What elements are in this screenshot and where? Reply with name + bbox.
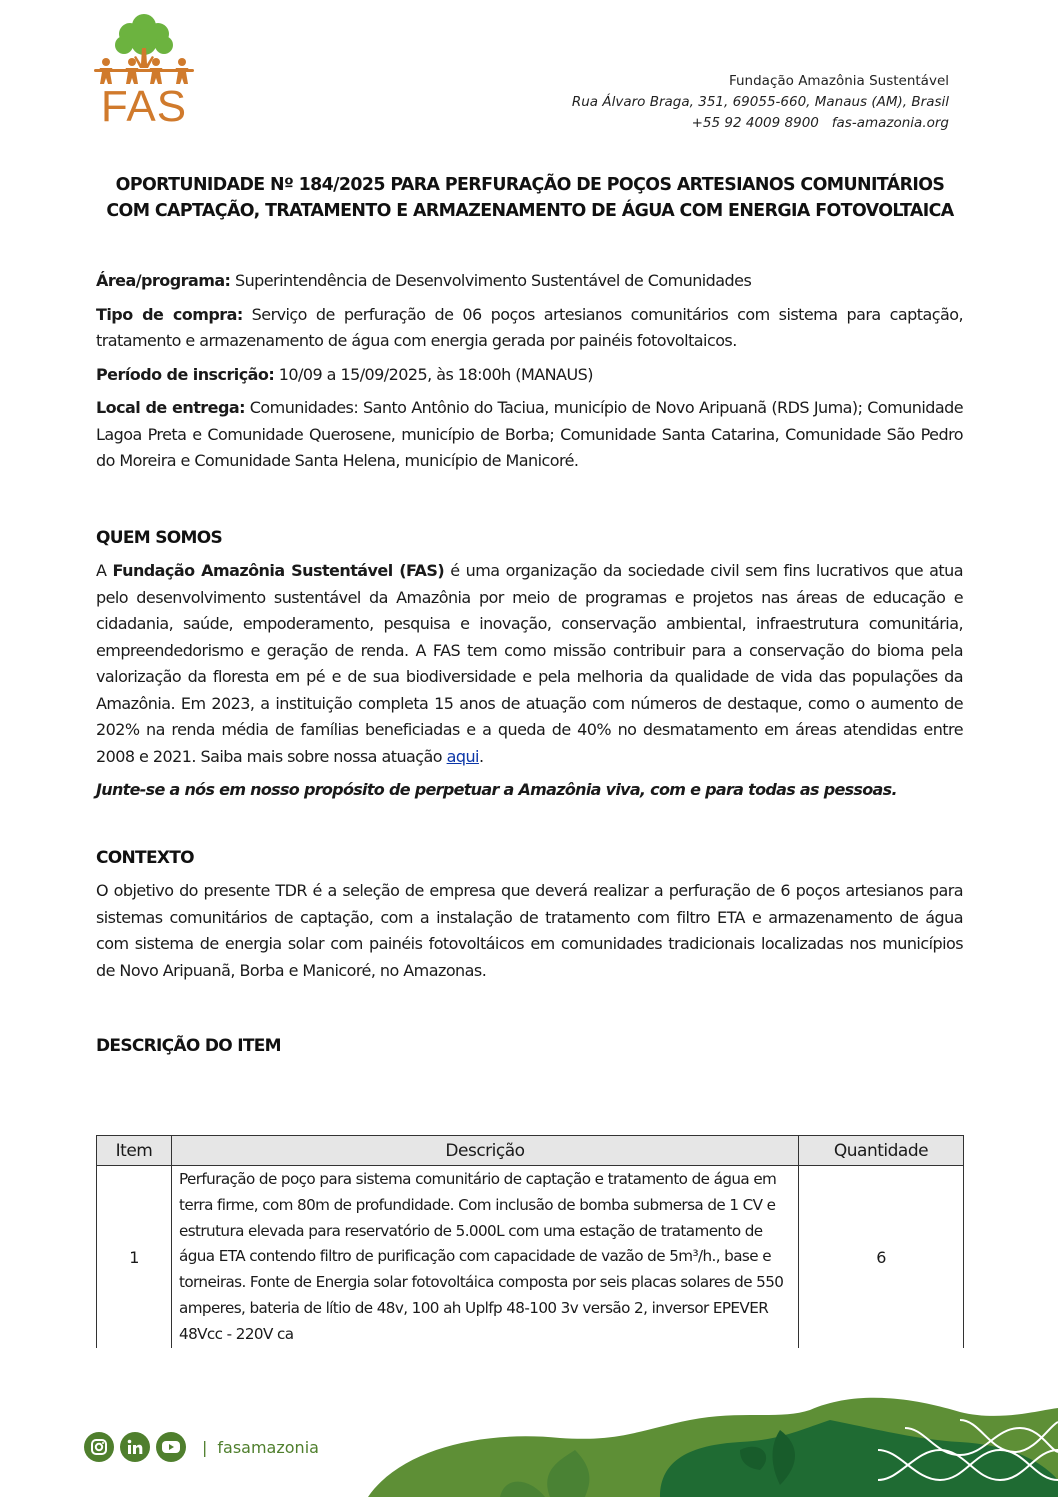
field-periodo	[96, 362, 963, 389]
header-contact-info	[572, 71, 949, 134]
cell-descricao: Perfuração de poço para sistema comunitário de captação e tratamento de água em terra firme, com 80m de profundidade. Com inclusão de bomba submersa de 1 CV e estrutura elevada para reservatório de 5.000L com uma estação de tratamento de água ETA contendo filtro de purificação com capacidade de vazão de 5m³/h., base e torneiras. Fonte de Energia solar fotovoltáica composta por seis placas solares de 550 amperes, bateria de lítio de 48v, 100 ah Uplfp 48-100 3v versão 2, inversor EPEVER 48Vcc - 220V ca	[172, 1166, 799, 1351]
quem-somos-org: Fundação Amazônia Sustentável (FAS)	[112, 561, 445, 580]
field-periodo-value: 10/09 a 15/09/2025, às 18:00h (MANAUS)	[274, 364, 593, 384]
field-area-value: Superintendência de Desenvolvimento Sustentável de Comunidades	[230, 271, 752, 290]
quem-somos-end: .	[478, 746, 484, 766]
org-contact	[572, 113, 949, 134]
field-local-value: Comunidades: Santo Antônio do Taciua, município de Novo Aripuanã (RDS Juma); Comunidade Lagoa Preta e Comunidade Querosene, município de Borba; Comunidade Santa Catarina, Comunidade São Pedro do Moreira e Comunidade Santa Helena, município de Manicoré.	[96, 398, 963, 470]
quem-somos-body: é uma organização da sociedade civil sem fins lucrativos que atua pelo desenvolvimento sustentável da Amazônia por meio de programas e projetos nas áreas de educação e cidadania, saúde, empoderamento, pesquisa e inovação, conservação ambiental, infraestrutura comunitária, empreendedorismo e geração de renda. A FAS tem como missão contribuir para a conservação do bioma pela valorização da floresta em pé e de sua biodiversidade e pela melhoria da qualidade de vida das populações da Amazônia. Em 2023, a instituição completa 15 anos de atuação com números de destaque, como o aumento de 202% na renda média de famílias beneficiadas e a queda de 40% no desmatamento em áreas atendidas entre 2008 e 2021. Saiba mais sobre nossa atuação	[96, 561, 963, 766]
org-name: Fundação Amazônia Sustentável	[728, 73, 949, 89]
instagram-icon[interactable]	[84, 1432, 114, 1462]
social-links	[84, 1432, 319, 1462]
youtube-icon[interactable]	[156, 1432, 186, 1462]
table-row	[97, 1166, 964, 1351]
org-website: fas-amazonia.org	[831, 115, 949, 131]
items-table	[96, 1135, 964, 1351]
quem-somos-paragraph	[96, 558, 963, 770]
field-tipo-label: Tipo de compra:	[96, 304, 243, 324]
table-header-row	[97, 1136, 964, 1166]
field-tipo	[96, 302, 963, 355]
cell-item: 1	[97, 1166, 172, 1351]
cell-quantidade: 6	[799, 1166, 964, 1351]
tagline: Junte-se a nós em nosso propósito de perpetuar a Amazônia viva, com e para todas as pessoas.	[96, 780, 897, 799]
contexto-paragraph: O objetivo do presente TDR é a seleção de empresa que deverá realizar a perfuração de 6 poços artesianos para sistemas comunitários de captação, com a instalação de tratamento com filtro ETA e armazenamento de água com sistema de energia solar com painéis fotovoltáicos em comunidades tradicionais localizadas nos municípios de Novo Aripuanã, Borba e Manicoré, no Amazonas.	[96, 881, 963, 980]
tree-people-icon	[94, 12, 194, 84]
field-periodo-label: Período de inscrição:	[96, 364, 275, 384]
linkedin-icon[interactable]	[120, 1432, 150, 1462]
quem-somos-intro: A	[96, 561, 113, 580]
title-line-1: OPORTUNIDADE Nº 184/2025 PARA PERFURAÇÃO DE POÇOS ARTESIANOS COMUNITÁRIOS	[115, 175, 945, 195]
social-handle[interactable]: fasamazonia	[217, 1437, 319, 1457]
fas-logo	[94, 12, 194, 134]
title-line-2: COM CAPTAÇÃO, TRATAMENTO E ARMAZENAMENTO DE ÁGUA COM ENERGIA FOTOVOLTAICA	[106, 201, 954, 221]
field-area	[96, 268, 963, 295]
field-local	[96, 395, 963, 475]
document-body	[96, 268, 963, 1060]
column-header-descricao: Descrição	[172, 1136, 799, 1166]
page-cut	[90, 1348, 970, 1356]
column-header-item: Item	[97, 1136, 172, 1166]
aqui-link[interactable]: aqui	[446, 746, 479, 766]
org-address: Rua Álvaro Braga, 351, 69055-660, Manaus (AM), Brasil	[571, 94, 949, 110]
field-tipo-value: Serviço de perfuração de 06 poços artesianos comunitários com sistema para captação, tratamento e armazenamento de água com energia gerada por painéis fotovoltaicos.	[96, 304, 963, 350]
column-header-quantidade: Quantidade	[799, 1136, 964, 1166]
section-heading-descricao-item: DESCRIÇÃO DO ITEM	[96, 1036, 281, 1056]
footer-forest-decoration	[360, 1390, 1058, 1497]
section-heading-contexto: CONTEXTO	[96, 847, 194, 868]
logo-text: FAS	[100, 82, 188, 131]
org-phone: +55 92 4009 8900	[691, 115, 819, 131]
field-local-label: Local de entrega:	[96, 398, 245, 417]
section-heading-quem-somos: QUEM SOMOS	[96, 527, 223, 548]
field-area-label: Área/programa:	[96, 271, 231, 290]
page-title	[96, 172, 964, 224]
social-separator: |	[202, 1437, 208, 1457]
